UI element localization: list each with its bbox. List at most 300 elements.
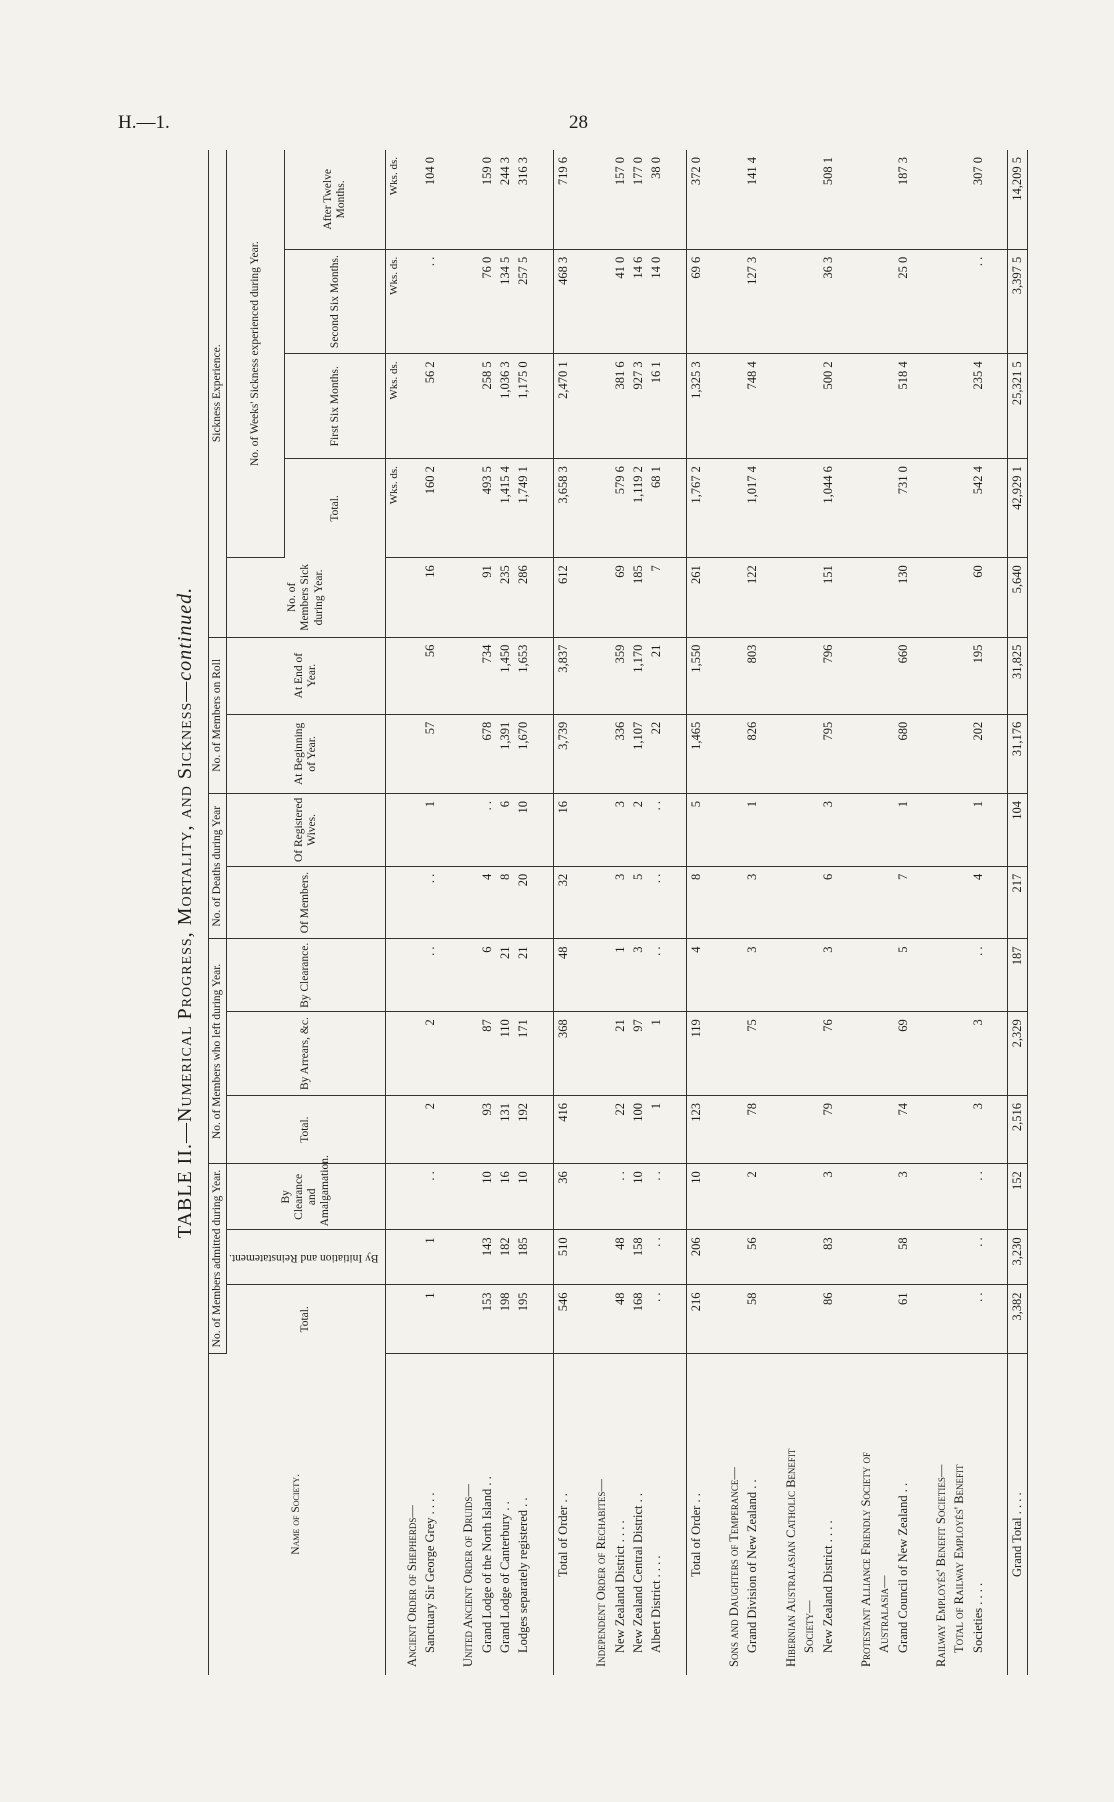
empty-cell: [782, 558, 800, 637]
cell-left-clearance: 3: [743, 939, 761, 1012]
spacer-cell: [666, 714, 687, 793]
col-roll-begin: At Beginning of Year.: [227, 714, 386, 793]
empty-cell: [950, 1164, 968, 1230]
cell-left-clearance: 3: [629, 939, 647, 1012]
spacer-row: [533, 150, 554, 1675]
spacer-cell: [912, 459, 932, 558]
empty-cell: [875, 794, 893, 867]
spacer-cell: [666, 1012, 687, 1096]
empty-cell: [459, 1285, 477, 1353]
col-by-initiation: [227, 1230, 386, 1285]
spacer-cell: [705, 714, 725, 793]
cell-left-clearance: 21: [496, 939, 514, 1012]
cell-sick-members: 612: [553, 558, 572, 637]
cell-deaths-wives: 3: [819, 794, 837, 867]
spacer-cell: [666, 354, 687, 459]
col-roll-end: At End of Year.: [227, 637, 386, 714]
empty-cell: [385, 1353, 402, 1675]
cell-roll-begin: 1,391: [496, 714, 514, 793]
empty-cell: [459, 866, 477, 939]
empty-cell: [385, 1164, 402, 1230]
empty-cell: [592, 939, 610, 1012]
spacer-cell: [572, 1230, 592, 1285]
spacer-cell: [912, 1095, 932, 1163]
society-name-text: New Zealand Central District . .: [630, 1492, 645, 1653]
cell-by-clearance-amalgamation: 16: [496, 1164, 514, 1230]
empty-cell: [782, 714, 800, 793]
society-name: [743, 1353, 761, 1675]
empty-cell: [800, 1230, 818, 1285]
spacer-cell: [837, 939, 857, 1012]
cell-left-total: 100: [629, 1095, 647, 1163]
cell-admitted-total: 168: [629, 1285, 647, 1353]
document-reference: H.—1.: [118, 112, 170, 133]
empty-cell: [857, 249, 875, 354]
empty-cell: [932, 354, 950, 459]
cell-left-total: 93: [478, 1095, 496, 1163]
empty-cell: [782, 1012, 800, 1096]
cell-roll-begin: 1,465: [686, 714, 705, 793]
cell-deaths-members: 3: [611, 866, 629, 939]
cell-after-twelve: 14,209 5: [1008, 150, 1027, 249]
society-name-text: Grand Division of New Zealand . .: [745, 1479, 760, 1653]
empty-cell: [592, 637, 610, 714]
spacer-cell: [666, 459, 687, 558]
col-group-left: No. of Members who left during Year.: [209, 939, 227, 1164]
society-heading: [725, 1353, 743, 1675]
society-heading: [800, 1353, 818, 1675]
spacer-row: [912, 150, 932, 1675]
spacer-cell: [705, 1095, 725, 1163]
cell-by-clearance-amalgamation: . .: [611, 1164, 629, 1230]
cell-roll-begin: 57: [421, 714, 439, 793]
cell-weeks-total: 731 0: [894, 459, 912, 558]
empty-cell: [950, 1230, 968, 1285]
empty-cell: [875, 1012, 893, 1096]
cell-admitted-total: 153: [478, 1285, 496, 1353]
cell-deaths-wives: . .: [647, 794, 665, 867]
empty-cell: [592, 558, 610, 637]
society-heading-text: Railway Employés' Benefit Societies—: [934, 1464, 949, 1667]
empty-cell: [459, 714, 477, 793]
cell-after-twelve: 141 4: [743, 150, 761, 249]
table-row: [819, 150, 837, 1675]
empty-cell: [385, 637, 402, 714]
units-label: Wks. ds.: [385, 150, 402, 249]
col-deaths-members: Of Members.: [227, 866, 386, 939]
cell-by-arrears: 69: [894, 1012, 912, 1096]
society-heading-text: United Ancient Order of Druids—: [461, 1484, 476, 1667]
col-deaths-wives: Of Registered Wives.: [227, 794, 386, 867]
society-heading-text: Sons and Daughters of Temperance—: [727, 1467, 742, 1667]
society-name-text: Grand Lodge of the North Island . .: [479, 1476, 494, 1653]
spacer-cell: [705, 150, 725, 249]
empty-cell: [875, 459, 893, 558]
empty-cell: [950, 866, 968, 939]
cell-second-six: 127 3: [743, 249, 761, 354]
empty-cell: [932, 1012, 950, 1096]
empty-cell: [403, 150, 421, 249]
empty-cell: [403, 459, 421, 558]
cell-first-six: 56 2: [421, 354, 439, 459]
cell-second-six: 76 0: [478, 249, 496, 354]
cell-left-total: 22: [611, 1095, 629, 1163]
empty-cell: [592, 714, 610, 793]
spacer-cell: [572, 249, 592, 354]
cell-roll-end: 796: [819, 637, 837, 714]
society-name: [611, 1353, 629, 1675]
society-heading-row: [932, 150, 950, 1675]
spacer-cell: [572, 939, 592, 1012]
empty-cell: [875, 714, 893, 793]
cell-first-six: 748 4: [743, 354, 761, 459]
empty-cell: [782, 150, 800, 249]
empty-cell: [800, 1285, 818, 1353]
cell-admitted-total: 546: [553, 1285, 572, 1353]
spacer-cell: [439, 1230, 459, 1285]
cell-roll-begin: 31,176: [1008, 714, 1027, 793]
empty-cell: [800, 1164, 818, 1230]
spacer-cell: [987, 1285, 1008, 1353]
cell-second-six: 14 0: [647, 249, 665, 354]
society-heading: [403, 1353, 421, 1675]
cell-deaths-wives: 104: [1008, 794, 1027, 867]
empty-cell: [857, 1012, 875, 1096]
society-name: [421, 1353, 439, 1675]
spacer-cell: [912, 558, 932, 637]
spacer-cell: [705, 866, 725, 939]
col-name-society: Name of Society.: [209, 1353, 386, 1675]
spacer-cell: [572, 637, 592, 714]
society-name-text: Lodges separately registered . .: [516, 1497, 531, 1653]
cell-by-clearance-amalgamation: 36: [553, 1164, 572, 1230]
table-row: [611, 150, 629, 1675]
empty-cell: [403, 866, 421, 939]
cell-after-twelve: 157 0: [611, 150, 629, 249]
col-by-clearance-amalgamation: By Clearance and Amalgamation.: [227, 1164, 386, 1230]
cell-roll-begin: 1,107: [629, 714, 647, 793]
cell-left-total: 78: [743, 1095, 761, 1163]
spacer-cell: [439, 866, 459, 939]
cell-sick-members: 7: [647, 558, 665, 637]
cell-weeks-total: 68 1: [647, 459, 665, 558]
empty-cell: [782, 794, 800, 867]
empty-cell: [403, 1285, 421, 1353]
cell-first-six: 518 4: [894, 354, 912, 459]
empty-cell: [875, 866, 893, 939]
empty-cell: [950, 150, 968, 249]
cell-sick-members: 151: [819, 558, 837, 637]
empty-cell: [950, 249, 968, 354]
cell-left-total: 79: [819, 1095, 837, 1163]
spacer-row: [705, 150, 725, 1675]
spacer-cell: [533, 459, 554, 558]
cell-second-six: 41 0: [611, 249, 629, 354]
spacer-cell: [762, 1095, 782, 1163]
cell-admitted-total: . .: [969, 1285, 987, 1353]
society-name-text: Albert District . . . .: [649, 1555, 664, 1653]
spacer-cell: [837, 249, 857, 354]
empty-cell: [725, 150, 743, 249]
empty-cell: [459, 354, 477, 459]
spacer-cell: [572, 714, 592, 793]
spacer-cell: [987, 1012, 1008, 1096]
table-row: [894, 150, 912, 1675]
cell-sick-members: 235: [496, 558, 514, 637]
cell-deaths-members: 4: [969, 866, 987, 939]
empty-cell: [932, 558, 950, 637]
spacer-cell: [912, 714, 932, 793]
spacer-cell: [837, 1095, 857, 1163]
cell-roll-end: 803: [743, 637, 761, 714]
table-row: [969, 150, 987, 1675]
col-group-sickness: Sickness Experience.: [209, 150, 227, 637]
empty-cell: [800, 459, 818, 558]
cell-by-arrears: 171: [514, 1012, 532, 1096]
society-heading: [459, 1353, 477, 1675]
cell-left-total: 123: [686, 1095, 705, 1163]
empty-cell: [800, 714, 818, 793]
empty-cell: [932, 939, 950, 1012]
spacer-cell: [762, 1230, 782, 1285]
spacer-cell: [987, 1353, 1008, 1675]
cell-by-arrears: 97: [629, 1012, 647, 1096]
cell-deaths-wives: . .: [478, 794, 496, 867]
cell-roll-end: 1,170: [629, 637, 647, 714]
spacer-cell: [987, 249, 1008, 354]
empty-cell: [592, 1164, 610, 1230]
cell-by-initiation: 3,230: [1008, 1230, 1027, 1285]
cell-by-clearance-amalgamation: 3: [894, 1164, 912, 1230]
society-heading-text: Australasia—: [877, 1575, 892, 1653]
cell-left-clearance: 187: [1008, 939, 1027, 1012]
empty-cell: [857, 354, 875, 459]
spacer-cell: [987, 939, 1008, 1012]
units-label: Wks. ds.: [385, 459, 402, 558]
cell-second-six: 3,397 5: [1008, 249, 1027, 354]
spacer-cell: [533, 1164, 554, 1230]
spacer-cell: [705, 558, 725, 637]
empty-cell: [403, 249, 421, 354]
spacer-cell: [533, 794, 554, 867]
col-after-twelve-months: After Twelve Months.: [285, 150, 385, 249]
col-group-weeks-sickness: No. of Weeks' Sickness experienced during Year.: [227, 150, 285, 558]
empty-cell: [857, 150, 875, 249]
spacer-cell: [837, 354, 857, 459]
society-heading-row: [725, 150, 743, 1675]
empty-cell: [592, 866, 610, 939]
cell-left-total: 192: [514, 1095, 532, 1163]
cell-by-arrears: 2: [421, 1012, 439, 1096]
col-weeks-total: Total.: [285, 459, 385, 558]
cell-deaths-members: . .: [421, 866, 439, 939]
spacer-row: [439, 150, 459, 1675]
cell-weeks-total: 1,749 1: [514, 459, 532, 558]
cell-left-clearance: 21: [514, 939, 532, 1012]
empty-cell: [800, 794, 818, 867]
cell-second-six: 69 6: [686, 249, 705, 354]
table-row: [421, 150, 439, 1675]
spacer-cell: [533, 1353, 554, 1675]
cell-admitted-total: 58: [743, 1285, 761, 1353]
cell-deaths-members: 7: [894, 866, 912, 939]
table-row: [496, 150, 514, 1675]
empty-cell: [782, 939, 800, 1012]
empty-cell: [857, 1285, 875, 1353]
empty-cell: [782, 354, 800, 459]
cell-first-six: 1,325 3: [686, 354, 705, 459]
spacer-cell: [533, 1095, 554, 1163]
spacer-cell: [762, 1164, 782, 1230]
spacer-cell: [666, 150, 687, 249]
society-heading-row: [950, 150, 968, 1675]
society-name-text: Grand Council of New Zealand . .: [895, 1482, 910, 1653]
cell-first-six: 381 6: [611, 354, 629, 459]
empty-cell: [403, 794, 421, 867]
cell-deaths-wives: 2: [629, 794, 647, 867]
cell-left-clearance: 48: [553, 939, 572, 1012]
empty-cell: [950, 637, 968, 714]
cell-second-six: 14 6: [629, 249, 647, 354]
cell-admitted-total: 1: [421, 1285, 439, 1353]
spacer-row: [666, 150, 687, 1675]
empty-cell: [725, 939, 743, 1012]
society-heading-row: [592, 150, 610, 1675]
page-header: [118, 112, 588, 134]
spacer-cell: [912, 1285, 932, 1353]
spacer-cell: [912, 150, 932, 249]
cell-roll-end: 21: [647, 637, 665, 714]
society-heading: [857, 1353, 875, 1675]
empty-cell: [875, 249, 893, 354]
cell-first-six: 1,036 3: [496, 354, 514, 459]
empty-cell: [592, 1285, 610, 1353]
cell-second-six: 36 3: [819, 249, 837, 354]
society-name-text: New Zealand District . . . .: [820, 1520, 835, 1653]
empty-cell: [800, 354, 818, 459]
empty-cell: [385, 1012, 402, 1096]
empty-cell: [459, 1164, 477, 1230]
empty-cell: [875, 354, 893, 459]
cell-roll-end: 660: [894, 637, 912, 714]
cell-by-initiation: 206: [686, 1230, 705, 1285]
cell-sick-members: 16: [421, 558, 439, 637]
cell-second-six: 134 5: [496, 249, 514, 354]
cell-roll-end: 56: [421, 637, 439, 714]
spacer-cell: [762, 714, 782, 793]
empty-cell: [875, 558, 893, 637]
empty-cell: [782, 1164, 800, 1230]
spacer-cell: [572, 459, 592, 558]
cell-deaths-wives: 10: [514, 794, 532, 867]
empty-cell: [592, 1095, 610, 1163]
empty-cell: [403, 558, 421, 637]
empty-cell: [950, 1095, 968, 1163]
cell-left-total: 3: [969, 1095, 987, 1163]
empty-cell: [592, 459, 610, 558]
society-heading-text: Hibernian Australasian Catholic Benefit: [783, 1448, 798, 1667]
spacer-cell: [762, 1285, 782, 1353]
empty-cell: [459, 637, 477, 714]
cell-left-total: 2,516: [1008, 1095, 1027, 1163]
cell-admitted-total: 198: [496, 1285, 514, 1353]
society-heading: [782, 1353, 800, 1675]
cell-deaths-members: 4: [478, 866, 496, 939]
empty-cell: [403, 1230, 421, 1285]
spacer-cell: [666, 1353, 687, 1675]
empty-cell: [857, 1164, 875, 1230]
empty-cell: [800, 249, 818, 354]
spacer-cell: [987, 1164, 1008, 1230]
empty-cell: [592, 794, 610, 867]
empty-cell: [950, 558, 968, 637]
spacer-cell: [439, 249, 459, 354]
cell-by-clearance-amalgamation: 10: [478, 1164, 496, 1230]
spacer-cell: [705, 1164, 725, 1230]
empty-cell: [950, 459, 968, 558]
spacer-cell: [912, 939, 932, 1012]
empty-cell: [857, 459, 875, 558]
spacer-cell: [987, 354, 1008, 459]
cell-after-twelve: 244 3: [496, 150, 514, 249]
society-heading-row: [800, 150, 818, 1675]
col-left-clearance: By Clearance.: [227, 939, 386, 1012]
empty-cell: [459, 939, 477, 1012]
spacer-cell: [533, 249, 554, 354]
empty-cell: [950, 354, 968, 459]
empty-cell: [592, 354, 610, 459]
cell-left-clearance: 6: [478, 939, 496, 1012]
rotated-table-block: [162, 150, 1025, 1675]
society-name-text: Total of Order . .: [688, 1493, 703, 1577]
empty-cell: [403, 1012, 421, 1096]
society-heading-row: [857, 150, 875, 1675]
cell-first-six: 235 4: [969, 354, 987, 459]
table-row: [629, 150, 647, 1675]
cell-by-initiation: 158: [629, 1230, 647, 1285]
spacer-cell: [572, 1012, 592, 1096]
cell-deaths-members: 217: [1008, 866, 1027, 939]
table-row: [478, 150, 496, 1675]
spacer-cell: [572, 150, 592, 249]
spacer-cell: [572, 1353, 592, 1675]
page-number: 28: [569, 112, 588, 133]
cell-deaths-members: 32: [553, 866, 572, 939]
empty-cell: [932, 459, 950, 558]
society-heading-text: Protestant Alliance Friendly Society of: [858, 1451, 873, 1667]
cell-deaths-members: 20: [514, 866, 532, 939]
cell-second-six: . .: [969, 249, 987, 354]
cell-roll-begin: 826: [743, 714, 761, 793]
cell-by-arrears: 110: [496, 1012, 514, 1096]
cell-left-clearance: . .: [647, 939, 665, 1012]
col-group-admitted: No. of Members admitted during Year.: [209, 1164, 227, 1354]
spacer-cell: [439, 1353, 459, 1675]
col-group-roll: No. of Members on Roll: [209, 637, 227, 793]
cell-roll-end: 359: [611, 637, 629, 714]
spacer-cell: [572, 558, 592, 637]
empty-cell: [403, 1095, 421, 1163]
empty-cell: [800, 150, 818, 249]
cell-by-clearance-amalgamation: . .: [421, 1164, 439, 1230]
cell-second-six: 257 5: [514, 249, 532, 354]
spacer-cell: [912, 1164, 932, 1230]
cell-roll-end: 195: [969, 637, 987, 714]
empty-cell: [932, 866, 950, 939]
cell-left-clearance: . .: [421, 939, 439, 1012]
society-heading: [592, 1353, 610, 1675]
society-name: [553, 1353, 572, 1675]
